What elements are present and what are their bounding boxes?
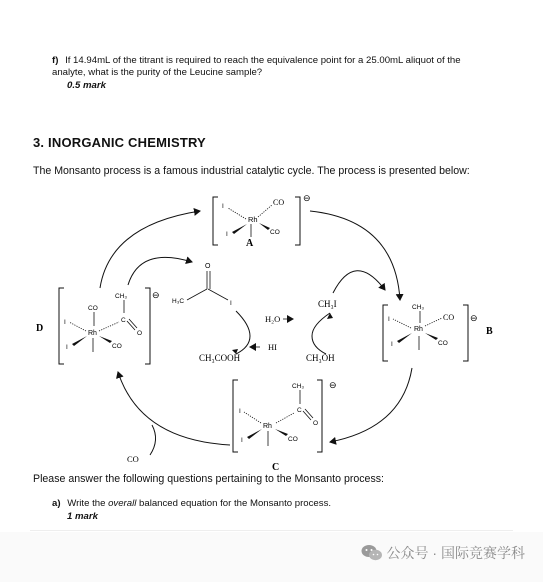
rh-b: Rh xyxy=(414,326,423,333)
co-c2: CO xyxy=(288,436,298,443)
ch3oh-label: CH₃OH xyxy=(306,353,335,363)
label-d: D xyxy=(36,323,44,334)
co-d2: CO xyxy=(112,343,122,350)
complex-b xyxy=(383,304,493,361)
rh-a: Rh xyxy=(248,215,258,224)
c-d: C xyxy=(121,317,126,324)
rh-c: Rh xyxy=(263,423,272,430)
ch3cooh-label: CH₃COOH xyxy=(199,353,241,363)
footer-divider xyxy=(30,530,513,531)
charge-b: ⊖ xyxy=(470,313,478,323)
cycle-arrows xyxy=(100,211,412,464)
i-b2: I xyxy=(391,341,393,348)
o-c: O xyxy=(313,420,319,427)
question-a-text-before: Write the xyxy=(67,498,109,509)
label-b: B xyxy=(486,326,493,337)
monsanto-cycle-diagram xyxy=(0,185,543,475)
ch3-b: CH₃ xyxy=(412,304,425,311)
charge-c: ⊖ xyxy=(329,380,337,390)
i-a1: I xyxy=(222,203,224,210)
co-d1: CO xyxy=(88,305,98,312)
i-a2: I xyxy=(226,231,228,238)
h2o-label: H₂O xyxy=(265,314,281,324)
co-a1: CO xyxy=(273,198,285,207)
i-d1: I xyxy=(64,319,66,326)
i-b1: I xyxy=(388,316,390,323)
question-a-mark: 1 mark xyxy=(67,511,98,522)
i-c1: I xyxy=(239,408,241,415)
complex-c xyxy=(233,380,337,473)
co-b2: CO xyxy=(438,340,448,347)
ch3-d: CH₃ xyxy=(115,293,128,300)
complex-d xyxy=(36,288,160,364)
i-acetyl: I xyxy=(230,300,232,307)
question-a-text-em: overall xyxy=(108,498,137,509)
label-c: C xyxy=(272,462,280,473)
acetyl-iodide xyxy=(172,263,232,307)
o-acetyl: O xyxy=(205,263,211,270)
complex-a xyxy=(213,193,311,249)
question-a xyxy=(52,498,331,510)
questions-prompt: Please answer the following questions pertaining to the Monsanto process: xyxy=(33,473,384,485)
organic-cycle xyxy=(199,299,337,363)
charge-d: ⊖ xyxy=(152,290,160,300)
question-f-label: f) xyxy=(52,55,59,66)
ch3i-label: CH₃I xyxy=(318,299,337,309)
c-c: C xyxy=(297,407,302,414)
co-a2: CO xyxy=(270,229,280,236)
footer-brand-text: 公众号 · 国际竞赛学科 xyxy=(386,545,525,561)
i-d2: I xyxy=(66,344,68,351)
charge-a: ⊖ xyxy=(303,193,311,203)
co-b1: CO xyxy=(443,313,455,322)
footer-brand xyxy=(361,543,525,563)
label-a: A xyxy=(246,238,254,249)
question-a-label: a) xyxy=(52,498,61,509)
section-intro: The Monsanto process is a famous industrial catalytic cycle. The process is presented below: xyxy=(33,165,470,177)
question-a-text-after: balanced equation for the Monsanto process. xyxy=(136,498,332,509)
section-title: 3. INORGANIC CHEMISTRY xyxy=(33,135,206,150)
i-c2: I xyxy=(241,437,243,444)
h3c-label: H₃C xyxy=(172,298,185,305)
o-d: O xyxy=(137,330,143,337)
hi-label: HI xyxy=(268,342,277,352)
question-f-text: If 14.94mL of the titrant is required to reach the equivalence point for a 25.00mL aliquot of the analyte, what is the purity of the Leucine sample? xyxy=(52,55,461,78)
co-in-label: CO xyxy=(127,454,139,464)
ch3-c: CH₃ xyxy=(292,383,305,390)
question-f xyxy=(52,55,492,79)
wechat-icon xyxy=(361,544,383,562)
rh-d: Rh xyxy=(88,330,97,337)
question-f-mark: 0.5 mark xyxy=(67,80,106,91)
